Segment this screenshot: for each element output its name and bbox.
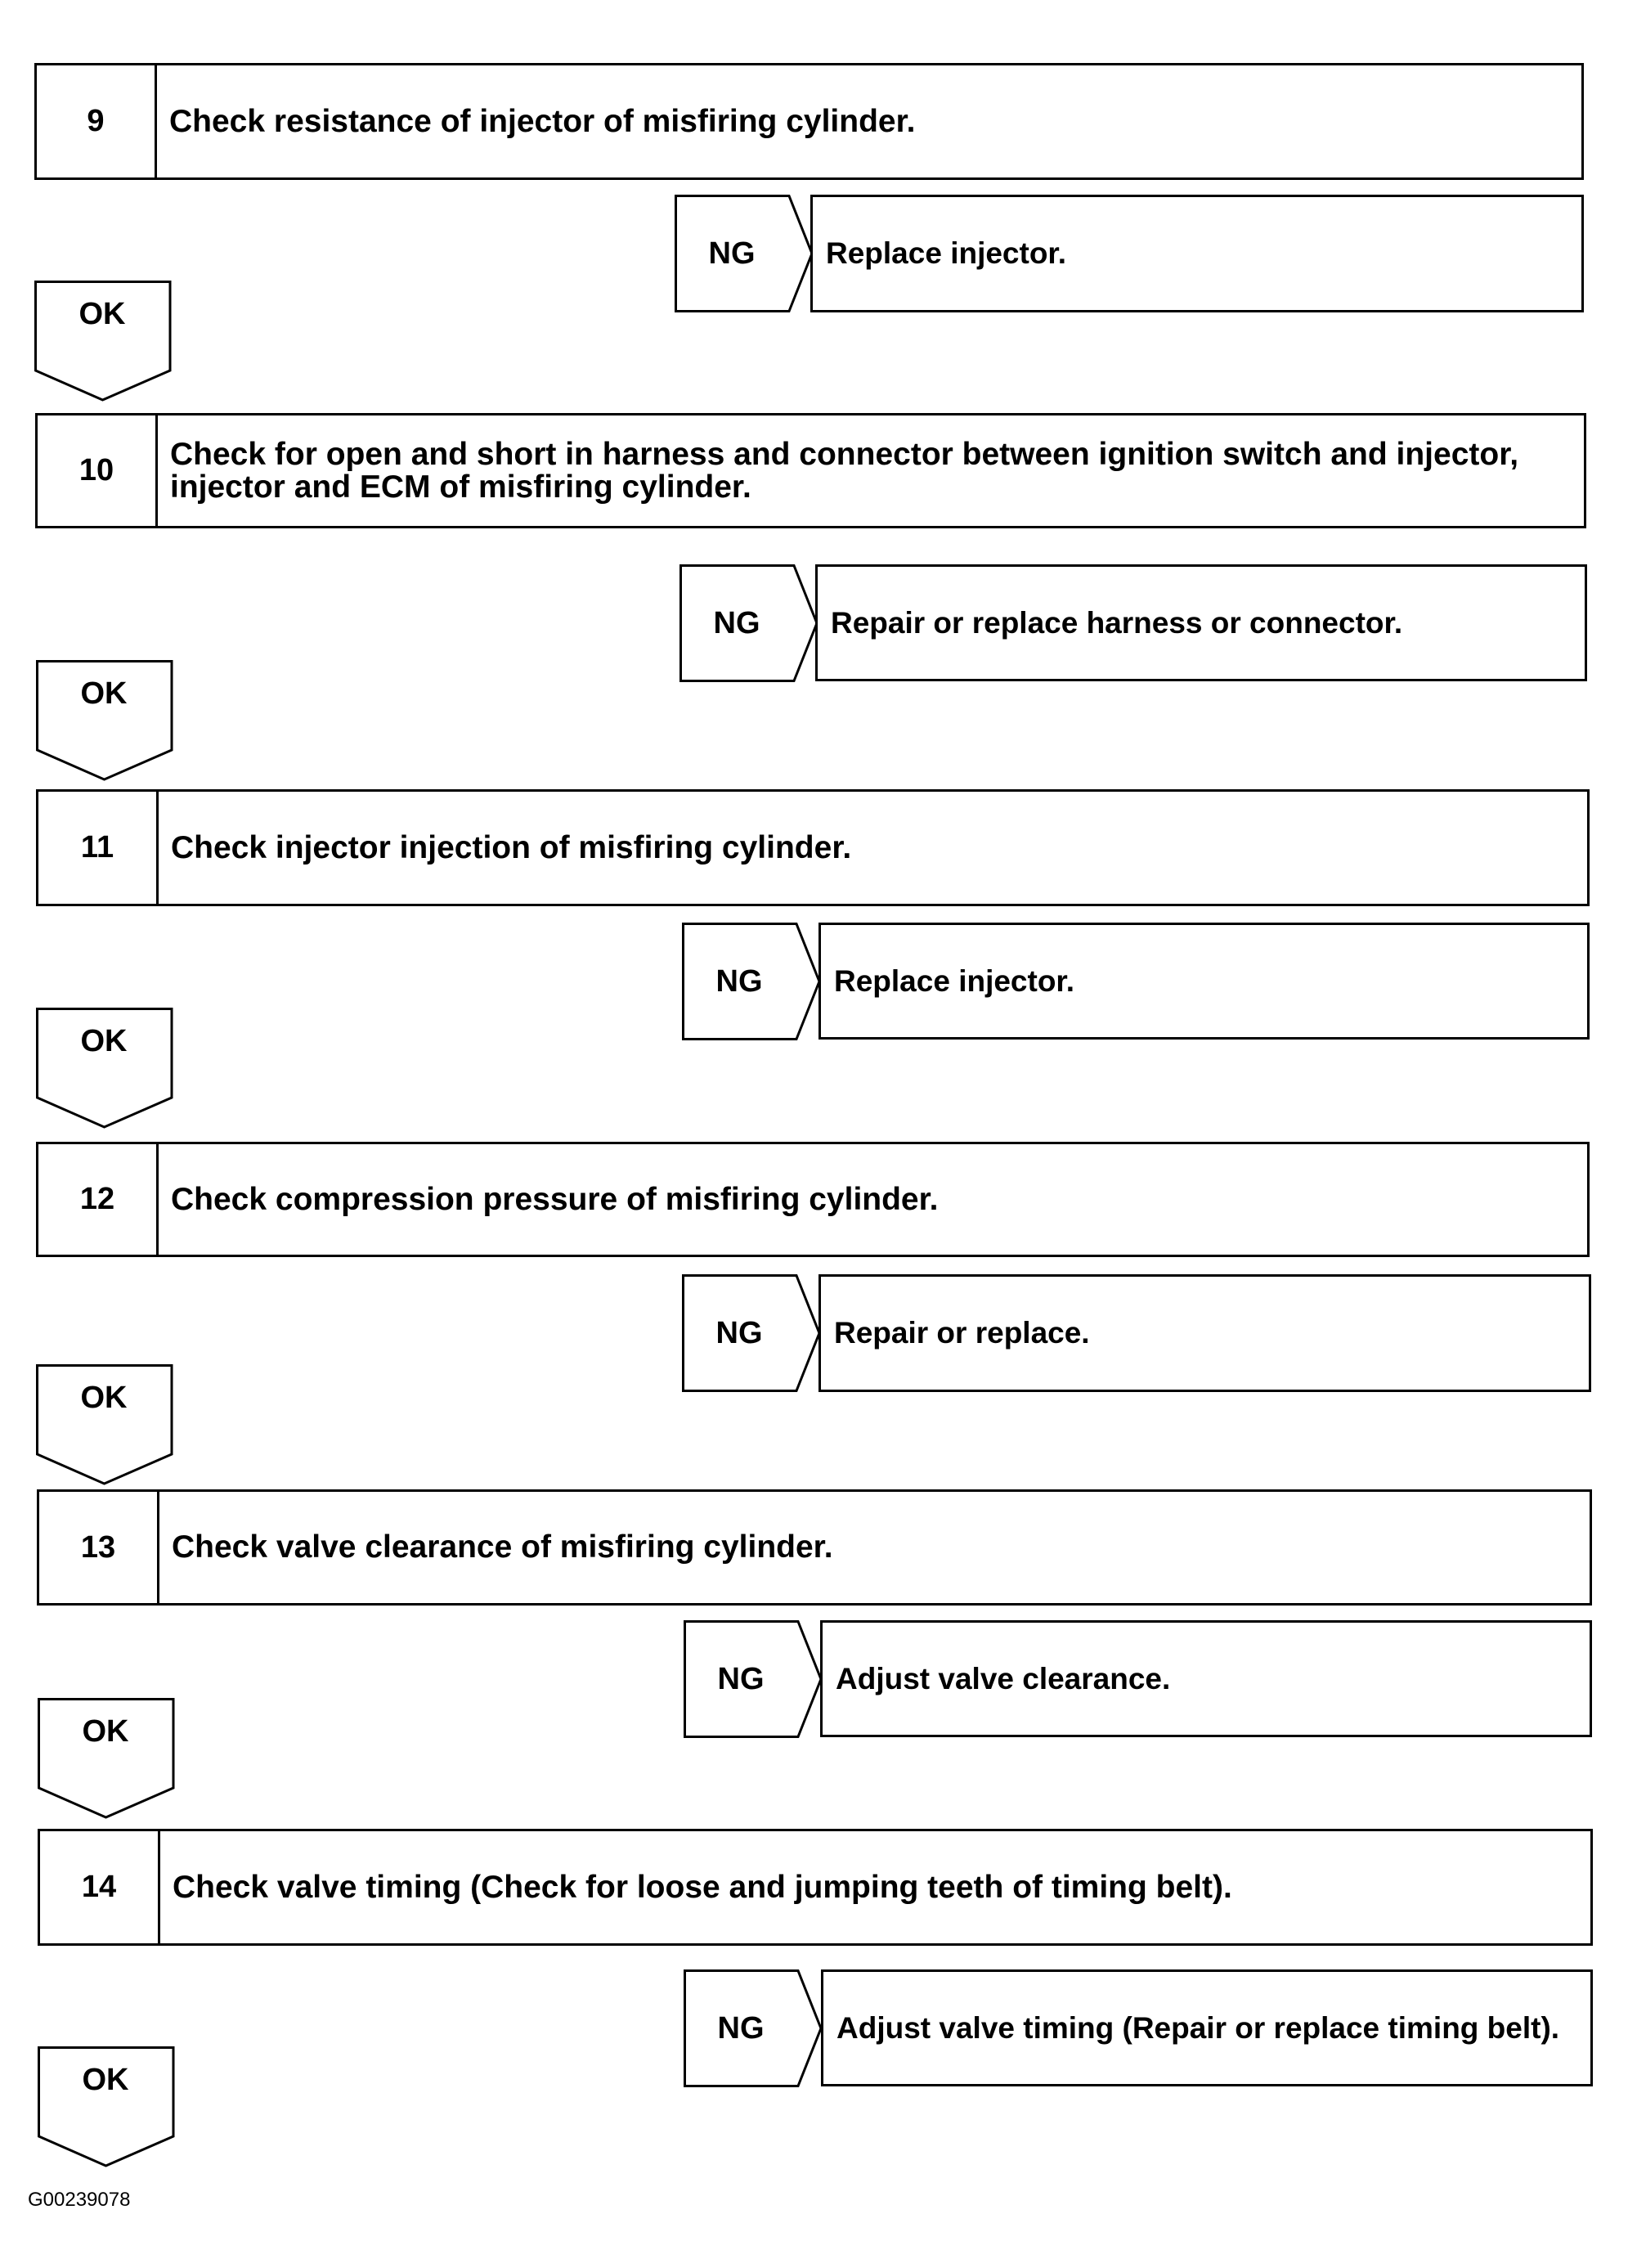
step-number: 10 bbox=[38, 415, 158, 526]
ng-label: NG bbox=[715, 1315, 763, 1350]
step-box-14 bbox=[38, 1829, 1593, 1946]
ng-label: NG bbox=[717, 2010, 765, 2046]
step-instruction: Check for open and short in harness and connector between ignition switch and injector, injector and ECM of misfiring cylinder. bbox=[170, 436, 1519, 505]
ng-label: NG bbox=[713, 605, 760, 640]
ng-action-box-12 bbox=[818, 1274, 1591, 1392]
ng-label: NG bbox=[717, 1661, 765, 1696]
step-box-10 bbox=[35, 413, 1586, 528]
step-number: 9 bbox=[37, 65, 157, 177]
ok-arrow-10 bbox=[36, 660, 183, 783]
step-number: 14 bbox=[40, 1831, 160, 1943]
step-box-12 bbox=[36, 1142, 1590, 1257]
step-number: 11 bbox=[38, 792, 159, 904]
step-instruction: Check injector injection of misfiring cylinder. bbox=[171, 829, 852, 865]
ok-label: OK bbox=[80, 1381, 128, 1415]
ng-action-text: Replace injector. bbox=[834, 963, 1075, 998]
step-instruction: Check compression pressure of misfiring cylinder. bbox=[171, 1181, 939, 1217]
ng-arrow-9 bbox=[675, 195, 814, 312]
ng-action-text: Repair or replace. bbox=[834, 1316, 1090, 1350]
figure-code: G00239078 bbox=[28, 2189, 131, 2211]
ng-arrow-11 bbox=[682, 923, 821, 1040]
ng-action-box-13 bbox=[820, 1620, 1592, 1737]
ng-action-box-9 bbox=[810, 195, 1584, 312]
ok-arrow-13 bbox=[38, 1698, 185, 1821]
ok-label: OK bbox=[82, 1714, 129, 1749]
ok-label: OK bbox=[80, 1024, 128, 1058]
ng-action-text: Replace injector. bbox=[826, 236, 1067, 270]
ng-label: NG bbox=[715, 963, 763, 999]
ng-arrow-13 bbox=[684, 1620, 823, 1738]
ng-action-text: Adjust valve timing (Repair or replace timing belt). bbox=[836, 2010, 1560, 2045]
ok-arrow-11 bbox=[36, 1008, 183, 1130]
step-number: 12 bbox=[38, 1144, 159, 1255]
ng-action-box-10 bbox=[815, 564, 1587, 681]
ng-label: NG bbox=[708, 236, 756, 271]
step-instruction: Check valve clearance of misfiring cylinder. bbox=[172, 1529, 833, 1565]
step-box-13 bbox=[37, 1489, 1592, 1606]
ng-arrow-14 bbox=[684, 1969, 823, 2087]
ok-label: OK bbox=[80, 676, 128, 711]
ng-arrow-12 bbox=[682, 1274, 821, 1392]
ok-arrow-14 bbox=[38, 2046, 185, 2169]
step-instruction: Check resistance of injector of misfiring cylinder. bbox=[169, 103, 916, 139]
ng-arrow-10 bbox=[679, 564, 818, 682]
ng-action-box-14 bbox=[821, 1969, 1593, 2086]
ng-action-box-11 bbox=[818, 923, 1590, 1040]
ok-arrow-9 bbox=[34, 281, 182, 403]
ng-action-text: Adjust valve clearance. bbox=[836, 1661, 1171, 1695]
step-number: 13 bbox=[39, 1492, 159, 1603]
ok-label: OK bbox=[78, 297, 126, 331]
ok-label: OK bbox=[82, 2063, 129, 2097]
step-box-9 bbox=[34, 63, 1584, 180]
ok-arrow-12 bbox=[36, 1364, 183, 1487]
ng-action-text: Repair or replace harness or connector. bbox=[831, 605, 1403, 640]
step-instruction: Check valve timing (Check for loose and jumping teeth of timing belt). bbox=[173, 1869, 1232, 1905]
step-box-11 bbox=[36, 789, 1590, 906]
